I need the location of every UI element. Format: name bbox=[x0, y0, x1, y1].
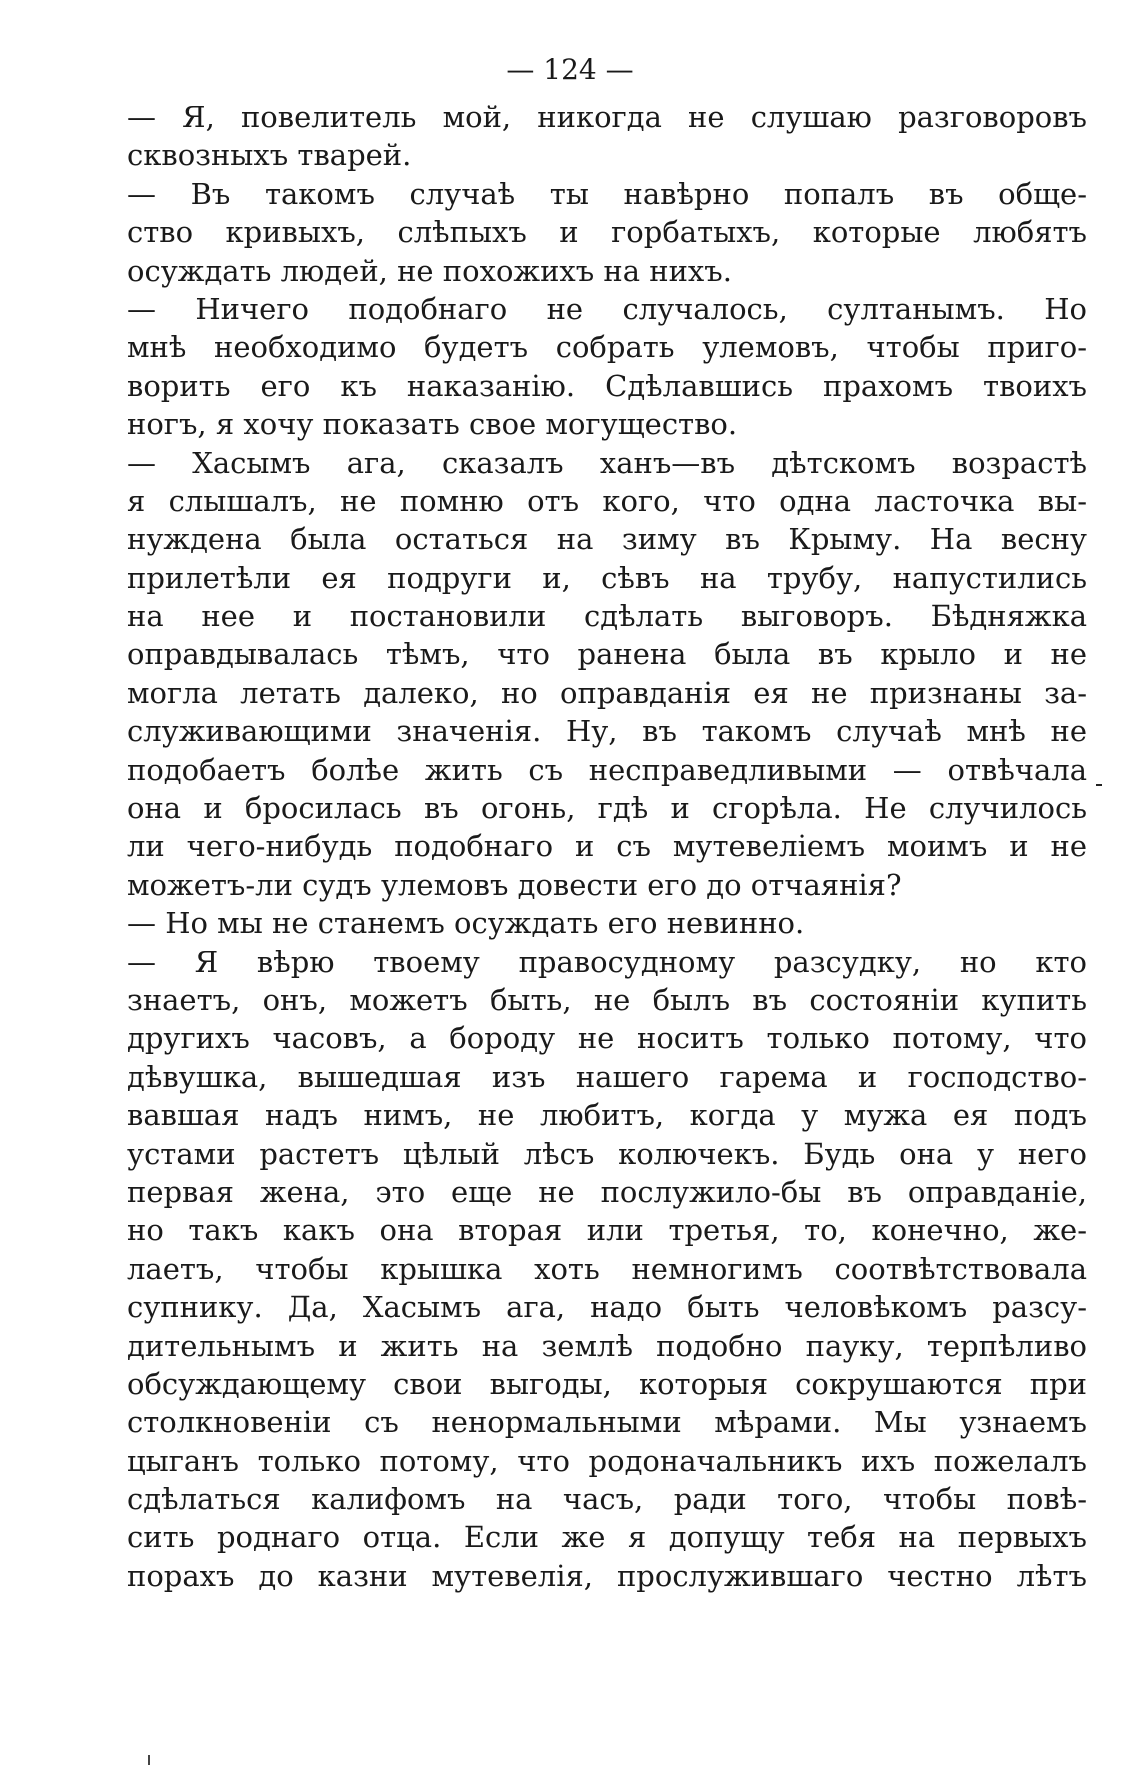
page-number: — 124 — bbox=[506, 53, 634, 86]
text-line: — Я вѣрю твоему правосудному разсудку, но кто bbox=[127, 944, 1087, 979]
text-line: первая жена, это еще не послужило-бы въ оправданіе, bbox=[127, 1174, 1087, 1209]
text-line: другихъ часовъ, а бороду не носитъ только потому, что bbox=[127, 1021, 1087, 1056]
text-line: лаетъ, чтобы крышка хоть немногимъ соотвѣтствовала bbox=[127, 1251, 1087, 1286]
text-line: я слышалъ, не помню отъ кого, что одна ласточка вы- bbox=[127, 483, 1087, 518]
text-line: прилетѣли ея подруги и, сѣвъ на трубу, напустились bbox=[127, 560, 1087, 595]
text-line: обсуждающему свои выгоды, которыя сокрушаются при bbox=[127, 1366, 1087, 1401]
text-line: ство кривыхъ, слѣпыхъ и горбатыхъ, которые любятъ bbox=[127, 215, 1087, 250]
text-line: нуждена была остаться на зиму въ Крыму. На весну bbox=[127, 522, 1087, 557]
text-line: ногъ, я хочу показать свое могущество. bbox=[127, 407, 738, 442]
text-line: дѣвушка, вышедшая изъ нашего гарема и господство- bbox=[127, 1059, 1087, 1094]
text-line: — Въ такомъ случаѣ ты навѣрно попалъ въ обще- bbox=[127, 176, 1087, 211]
text-line: сквозныхъ тварей. bbox=[127, 138, 412, 173]
text-line: оправдывалась тѣмъ, что ранена была въ крыло и не bbox=[127, 637, 1087, 672]
text-line: порахъ до казни мутевелія, прослужившаго честно лѣтъ bbox=[127, 1558, 1087, 1593]
text-line: знаетъ, онъ, можетъ быть, не былъ въ состояніи купить bbox=[127, 982, 1087, 1017]
text-line: — Хасымъ ага, сказалъ ханъ—въ дѣтскомъ возрастѣ bbox=[127, 445, 1087, 480]
text-line: — Ничего подобнаго не случалось, султанымъ. Но bbox=[127, 291, 1087, 326]
text-line: сить роднаго отца. Если же я допущу тебя на первыхъ bbox=[127, 1520, 1087, 1555]
text-line: сдѣлаться калифомъ на часъ, ради того, чтобы повѣ- bbox=[127, 1482, 1087, 1517]
text-line: супнику. Да, Хасымъ ага, надо быть человѣкомъ разсу- bbox=[127, 1290, 1087, 1325]
print-speck bbox=[1096, 784, 1102, 786]
text-line: служивающими значенія. Ну, въ такомъ случаѣ мнѣ не bbox=[127, 714, 1087, 749]
text-line: столкновеніи съ ненормальными мѣрами. Мы узнаемъ bbox=[127, 1405, 1087, 1440]
text-line: могла летать далеко, но оправданія ея не признаны за- bbox=[127, 675, 1087, 710]
text-line: устами растетъ цѣлый лѣсъ колючекъ. Будь она у него bbox=[127, 1136, 1087, 1171]
text-line: дительнымъ и жить на землѣ подобно пауку, терпѣливо bbox=[127, 1328, 1087, 1363]
text-line: вавшая надъ нимъ, не любитъ, когда у мужа ея подъ bbox=[127, 1098, 1087, 1133]
text-line: мнѣ необходимо будетъ собрать улемовъ, чтобы приго- bbox=[127, 330, 1087, 365]
text-line: она и бросилась въ огонь, гдѣ и сгорѣла. Не случилось bbox=[127, 791, 1087, 826]
text-line: можетъ-ли судъ улемовъ довести его до отчаянія? bbox=[127, 867, 902, 902]
text-line: подобаетъ болѣе жить съ несправедливыми — отвѣчала bbox=[127, 752, 1087, 787]
text-line: — Но мы не станемъ осуждать его невинно. bbox=[127, 906, 805, 941]
text-line: осуждать людей, не похожихъ на нихъ. bbox=[127, 253, 732, 288]
text-line: ворить его къ наказанію. Сдѣлавшись прахомъ твоихъ bbox=[127, 368, 1087, 403]
text-line: на нее и постановили сдѣлать выговоръ. Бѣдняжка bbox=[127, 599, 1087, 634]
text-line: — Я, повелитель мой, никогда не слушаю разговоровъ bbox=[127, 100, 1087, 134]
text-line: ли чего-нибудь подобнаго и съ мутевеліемъ моимъ и не bbox=[127, 829, 1087, 864]
text-line: но такъ какъ она вторая или третья, то, конечно, же- bbox=[127, 1213, 1087, 1248]
print-speck bbox=[148, 1755, 150, 1765]
text-line: цыганъ только потому, что родоначальникъ ихъ пожелалъ bbox=[127, 1443, 1087, 1478]
body-text bbox=[127, 98, 1087, 1595]
